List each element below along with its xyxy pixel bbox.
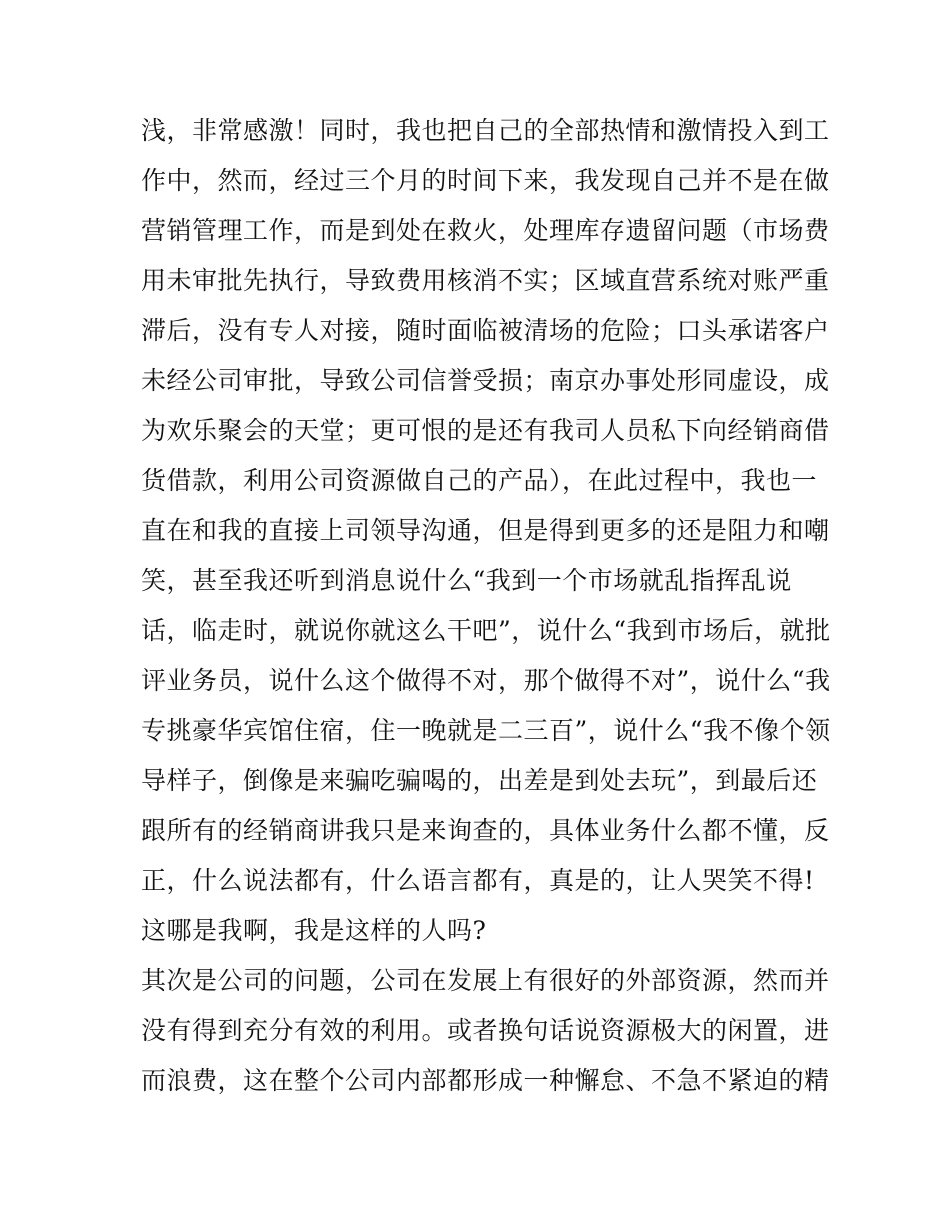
text-line-6: 未经公司审批，导致公司信誉受损；南京办事处形同虚设，成 xyxy=(141,366,830,395)
text-line-2: 作中，然而，经过三个月的时间下来，我发现自己并不是在做 xyxy=(141,166,830,195)
text-line-19: 没有得到充分有效的利用。或者换句话说资源极大的闲置，进 xyxy=(141,1016,830,1045)
text-line-7: 为欢乐聚会的天堂；更可恨的是还有我司人员私下向经销商借 xyxy=(141,416,830,445)
text-line-9: 直在和我的直接上司领导沟通，但是得到更多的还是阻力和嘲 xyxy=(141,516,830,545)
text-line-15: 跟所有的经销商讲我只是来询查的，具体业务什么都不懂，反 xyxy=(141,816,830,845)
text-line-1: 浅，非常感激！同时，我也把自己的全部热情和激情投入到工 xyxy=(141,116,830,145)
text-line-16: 正，什么说法都有，什么语言都有，真是的，让人哭笑不得! xyxy=(141,866,815,895)
body-text xyxy=(141,106,831,1106)
text-line-5: 滞后，没有专人对接，随时面临被清场的危险；口头承诺客户 xyxy=(141,316,830,345)
text-line-20: 而浪费，这在整个公司内部都形成一种懈怠、不急不紧迫的精 xyxy=(141,1066,830,1095)
text-line-13: 专挑豪华宾馆住宿，住一晚就是二三百”，说什么“我不像个领 xyxy=(141,716,831,745)
text-line-11: 话，临走时，就说你就这么干吧”，说什么“我到市场后，就批 xyxy=(141,616,831,645)
text-line-10: 笑，甚至我还听到消息说什么“我到一个市场就乱指挥乱说 xyxy=(141,566,792,595)
text-line-8: 货借款，利用公司资源做自己的产品），在此过程中，我也一 xyxy=(141,466,818,495)
text-line-14: 导样子，倒像是来骗吃骗喝的，出差是到处去玩”，到最后还 xyxy=(141,766,818,795)
text-line-3: 营销管理工作，而是到处在救火，处理库存遗留问题（市场费 xyxy=(141,216,830,245)
text-line-4: 用未审批先执行，导致费用核消不实；区域直营系统对账严重 xyxy=(141,266,830,295)
text-line-12: 评业务员，说什么这个做得不对，那个做得不对”，说什么“我 xyxy=(141,666,831,695)
text-line-17: 这哪是我啊，我是这样的人吗? xyxy=(141,916,487,945)
text-line-18: 其次是公司的问题，公司在发展上有很好的外部资源，然而并 xyxy=(141,966,830,995)
